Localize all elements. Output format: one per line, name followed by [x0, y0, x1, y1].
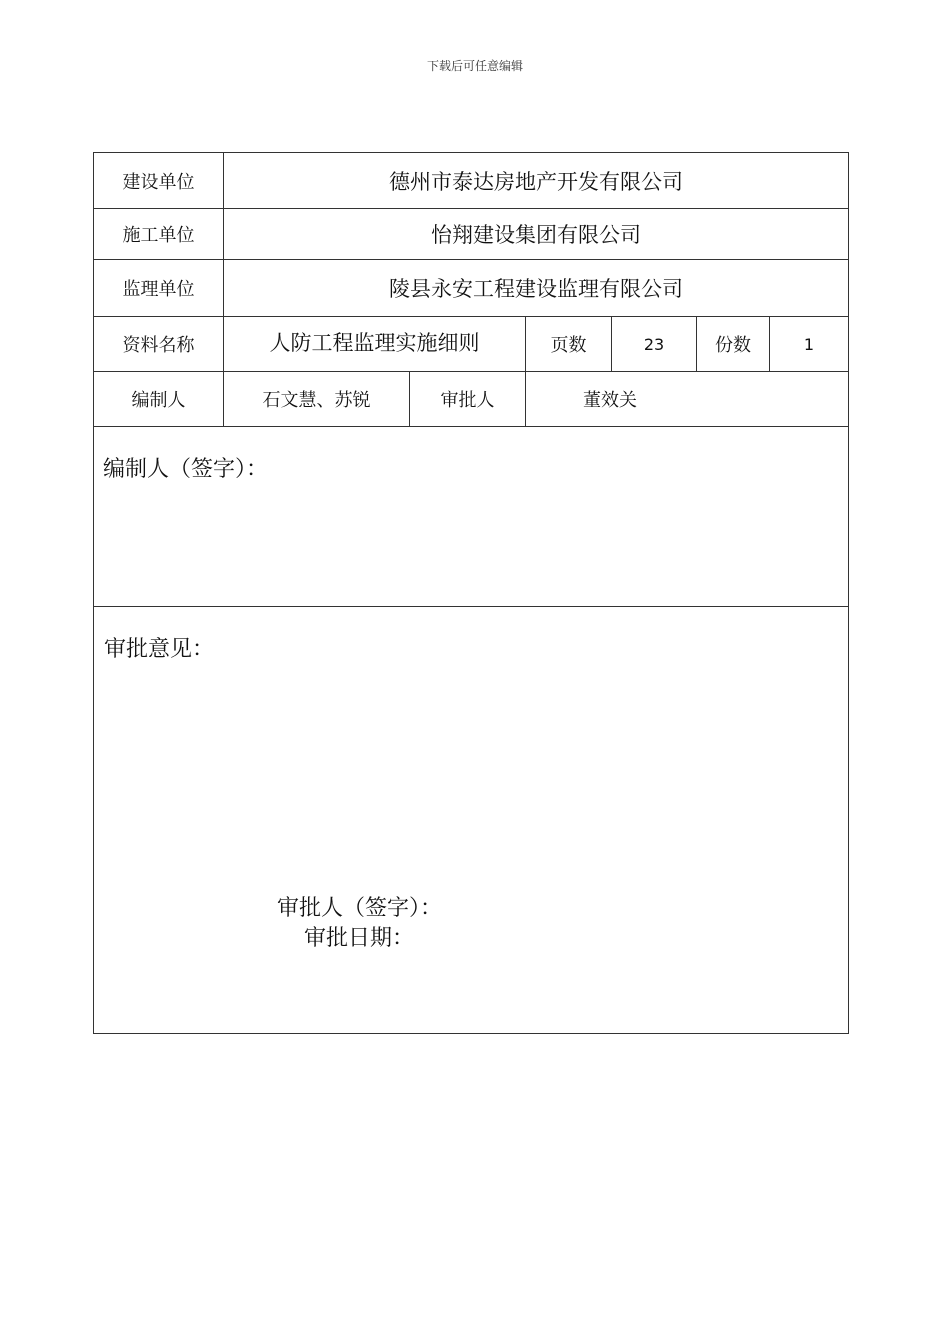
author-signature-block	[94, 427, 849, 607]
approver-label: 审批人	[410, 372, 526, 427]
author-value: 石文慧、苏锐	[224, 372, 410, 427]
constructor-value: 怡翔建设集团有限公司	[224, 209, 849, 260]
document-value: 人防工程监理实施细则	[224, 317, 526, 372]
approval-form-table	[93, 152, 849, 1034]
header-note: 下载后可任意编辑	[426, 59, 523, 73]
approver-sign-label: 审批人（签字）：	[277, 896, 443, 921]
supervisor-value: 陵县永安工程建设监理有限公司	[224, 260, 849, 317]
approval-opinion-block	[94, 607, 849, 1034]
approval-date-label: 审批日期：	[304, 926, 415, 951]
copies-label: 份数	[697, 317, 770, 372]
constructor-label: 施工单位	[94, 209, 224, 260]
supervisor-label: 监理单位	[94, 260, 224, 317]
pages-value: 23	[612, 317, 697, 372]
approver-value: 董效关	[526, 372, 849, 427]
author-sign-label: 编制人（签字）：	[103, 457, 269, 482]
author-label: 编制人	[94, 372, 224, 427]
approval-opinion-label: 审批意见：	[104, 637, 215, 662]
copies-value: 1	[770, 317, 849, 372]
document-label: 资料名称	[94, 317, 224, 372]
pages-label: 页数	[526, 317, 612, 372]
builder-label: 建设单位	[94, 153, 224, 209]
builder-value: 德州市泰达房地产开发有限公司	[224, 153, 849, 209]
